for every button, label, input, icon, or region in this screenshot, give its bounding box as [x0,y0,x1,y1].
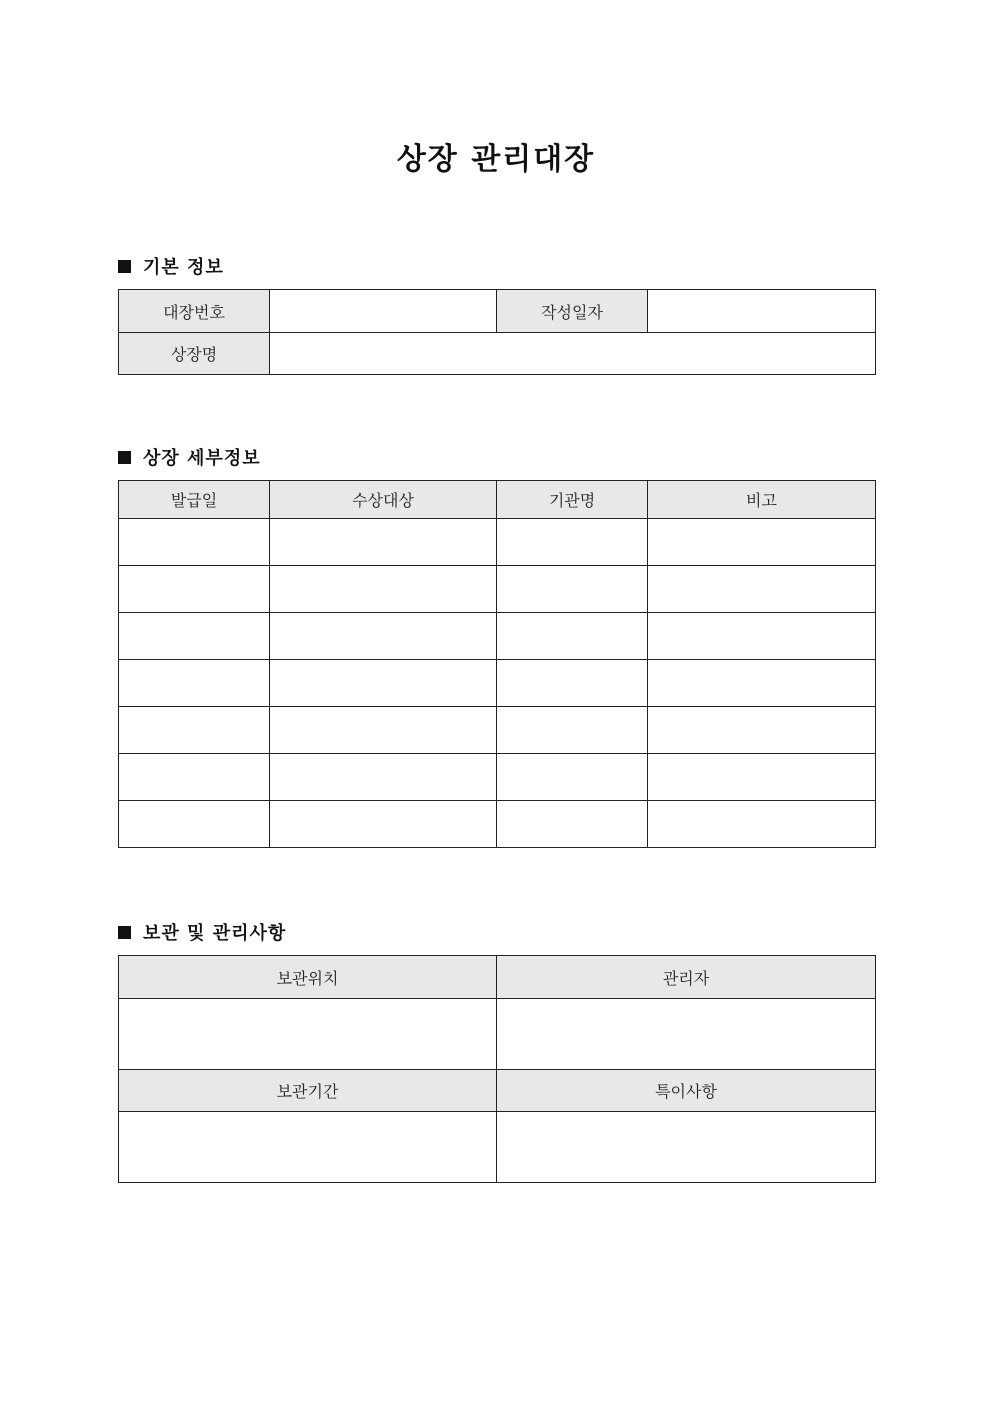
ledger-number-field[interactable] [270,290,497,333]
institution-cell[interactable] [497,754,648,801]
square-bullet-icon [118,260,131,273]
detail-heading [118,444,261,470]
recipient-cell[interactable] [270,801,497,848]
remarks-cell[interactable] [648,707,876,754]
remarks-cell[interactable] [648,566,876,613]
recipient-cell[interactable] [270,519,497,566]
special-notes-field[interactable] [497,1112,876,1183]
storage-period-field[interactable] [119,1112,497,1183]
storage-table [118,955,876,1183]
remarks-cell[interactable] [648,801,876,848]
institution-cell[interactable] [497,660,648,707]
storage-heading-text: 보관 및 관리사항 [143,923,287,944]
issue-date-cell[interactable] [119,519,270,566]
table-row [119,660,876,707]
issue-date-cell[interactable] [119,660,270,707]
certificate-name-field[interactable] [270,333,876,375]
recipient-cell[interactable] [270,754,497,801]
institution-cell[interactable] [497,707,648,754]
recipient-cell[interactable] [270,566,497,613]
issue-date-cell[interactable] [119,707,270,754]
institution-cell[interactable] [497,566,648,613]
certificate-name-label: 상장명 [119,333,270,375]
page-title: 상장 관리대장 [396,142,596,177]
table-row [119,707,876,754]
basic-info-table [118,289,876,375]
detail-table [118,480,876,848]
remarks-cell[interactable] [648,613,876,660]
recipient-cell[interactable] [270,707,497,754]
recipient-cell[interactable] [270,660,497,707]
square-bullet-icon [118,926,131,939]
institution-cell[interactable] [497,613,648,660]
remarks-cell[interactable] [648,660,876,707]
issue-date-cell[interactable] [119,754,270,801]
table-row [119,754,876,801]
manager-label: 관리자 [497,956,876,999]
issue-date-cell[interactable] [119,566,270,613]
issue-date-cell[interactable] [119,613,270,660]
institution-cell[interactable] [497,519,648,566]
table-row [119,566,876,613]
storage-period-label: 보관기간 [119,1070,497,1112]
storage-heading [118,919,286,945]
square-bullet-icon [118,451,131,464]
manager-field[interactable] [497,999,876,1070]
issue-date-cell[interactable] [119,801,270,848]
remarks-cell[interactable] [648,754,876,801]
basic-info-heading [118,253,224,279]
remarks-cell[interactable] [648,519,876,566]
institution-cell[interactable] [497,801,648,848]
storage-location-field[interactable] [119,999,497,1070]
recipient-cell[interactable] [270,613,497,660]
special-notes-label: 특이사항 [497,1070,876,1112]
written-date-label: 작성일자 [497,290,648,333]
written-date-field[interactable] [648,290,876,333]
column-header-issue-date: 발급일 [119,481,270,519]
storage-location-label: 보관위치 [119,956,497,999]
table-row [119,519,876,566]
column-header-remarks: 비고 [648,481,876,519]
ledger-number-label: 대장번호 [119,290,270,333]
table-row [119,613,876,660]
column-header-recipient: 수상대상 [270,481,497,519]
detail-heading-text: 상장 세부정보 [143,448,261,469]
table-row [119,801,876,848]
basic-info-heading-text: 기본 정보 [143,257,224,278]
column-header-institution: 기관명 [497,481,648,519]
